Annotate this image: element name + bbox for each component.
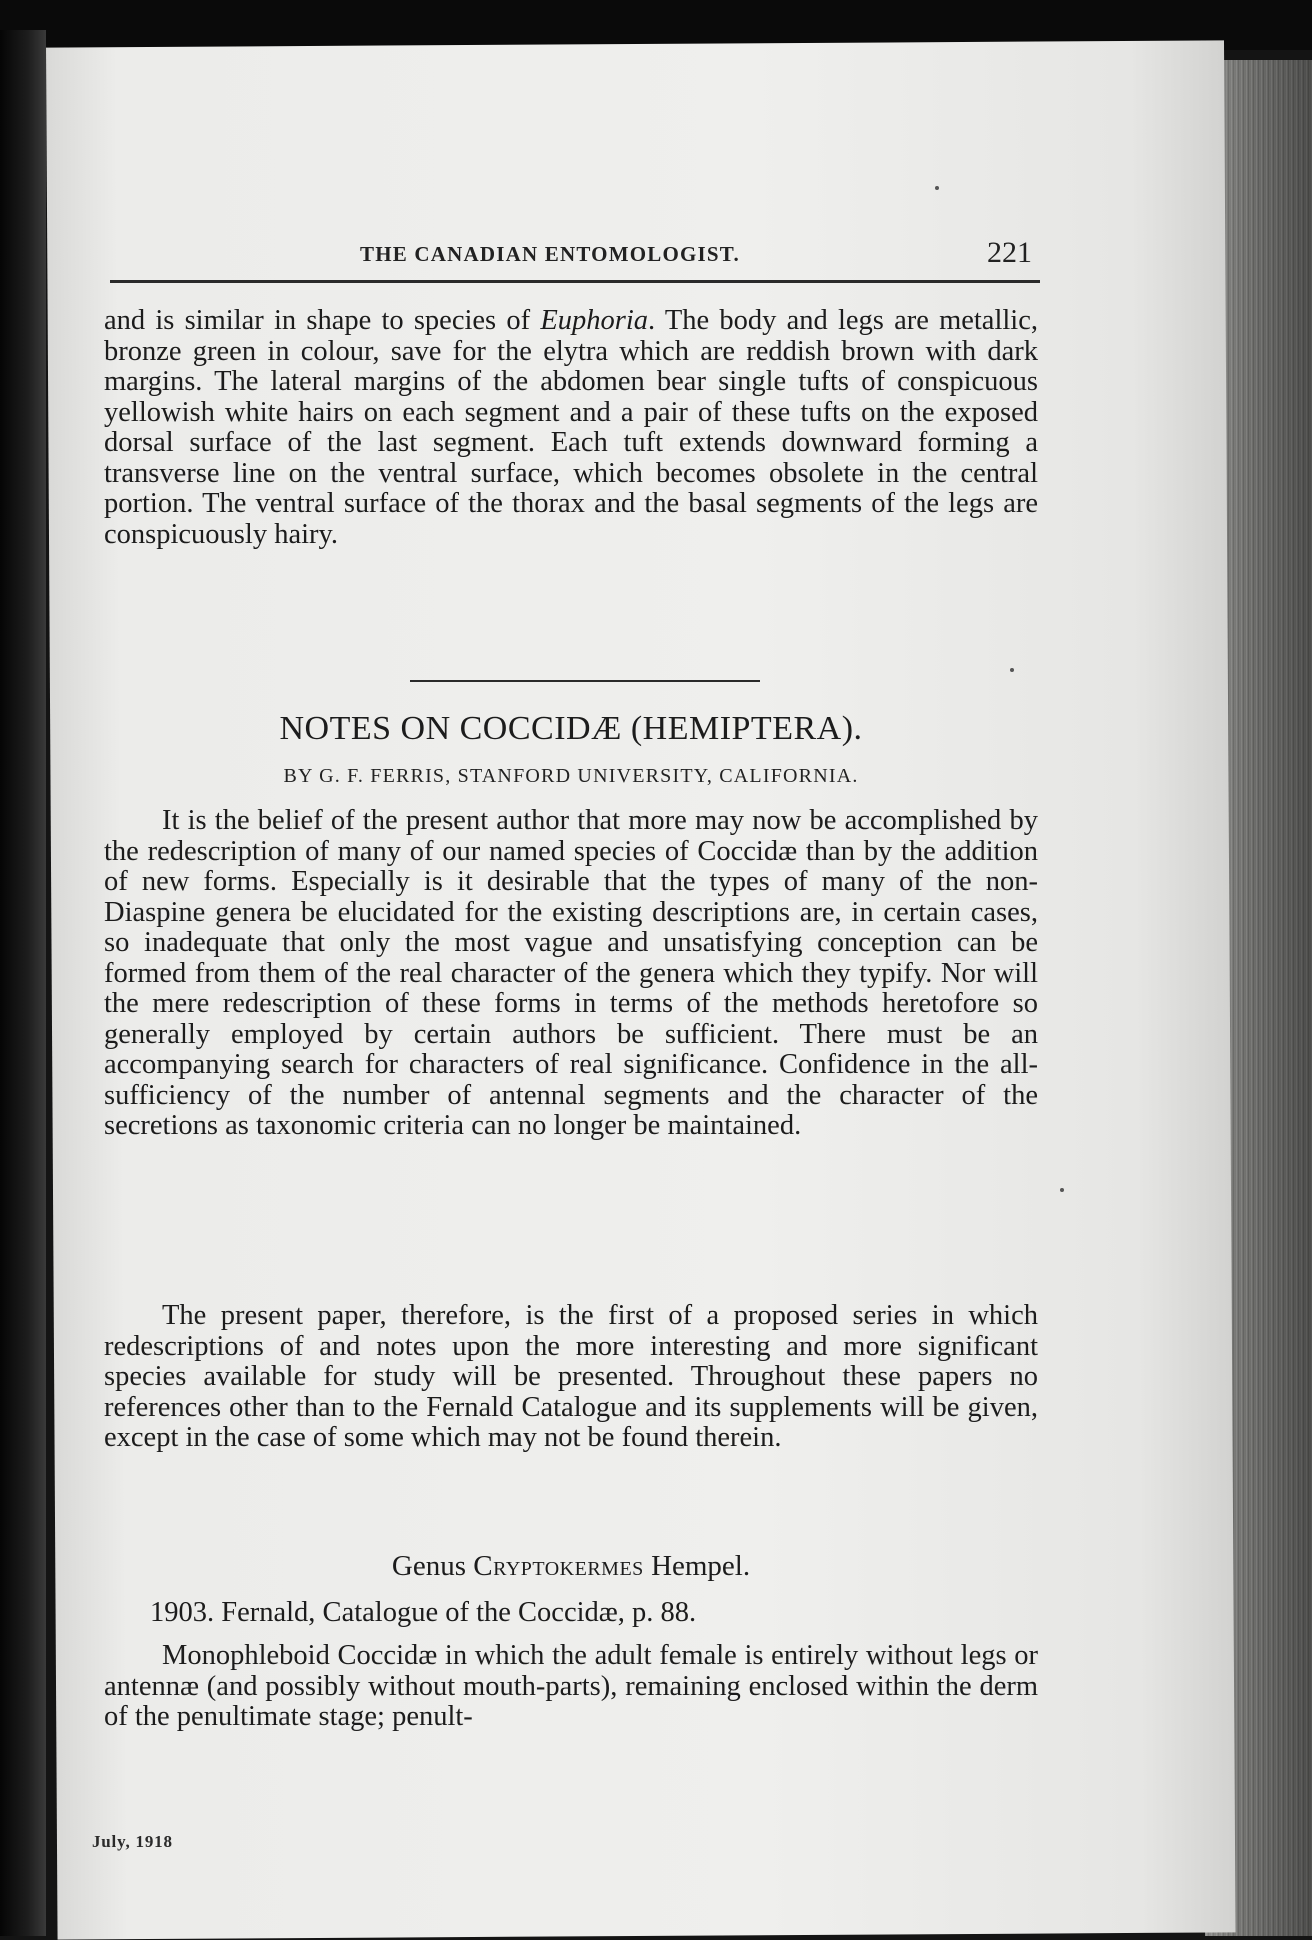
intro-italic-genus: Euphoria <box>540 305 648 336</box>
genus-prefix: Genus <box>391 1550 474 1582</box>
page-header <box>110 192 1040 288</box>
article-byline: BY G. F. FERRIS, STANFORD UNIVERSITY, CALIFORNIA. <box>283 765 859 787</box>
genus-name: Cryptokermes <box>473 1550 644 1582</box>
intro-text-start: and is similar in shape to species of <box>104 305 541 336</box>
page-footer-date: July, 1918 <box>92 1832 173 1851</box>
paragraph-text: Monophleboid Coccidæ in which the adult female is entirely without legs or antennæ (and possibly without mouth-parts), remaining enclosed within the derm of the penultimate stage; penult- <box>104 1640 1038 1732</box>
article-paragraph <box>104 1641 1038 1733</box>
section-separator <box>410 680 760 682</box>
header-rule <box>110 280 1040 283</box>
scan-speck <box>935 186 939 190</box>
paragraph-text: It is the belief of the present author that more may now be accomplished by the redescription of many of our named species of Coccidæ than by the addition of new forms. Especially is it desirable that the types of many of the non-Diaspine genera be elucidated for the existing descriptions are, in certain cases, so inadequate that only the most vague and unsatisfying conception can be formed from them of the real character of the genera which they typify. Nor will the mere redescription of these forms in terms of the methods heretofore so generally employed by certain authors be sufficient. There must be an accompanying search for characters of real significance. Confidence in the all-sufficiency of the number of antennal segments and the character of the secretions as taxonomic criteria can no longer be maintained. <box>104 805 1038 1141</box>
intro-paragraph <box>104 306 1038 550</box>
genus-heading <box>104 1550 1038 1583</box>
catalogue-reference: 1903. Fernald, Catalogue of the Coccidæ, p. 88. <box>150 1597 697 1628</box>
intro-text-rest: . The body and legs are metallic, bronze green in colour, save for the elytra which are reddish brown with dark margins. The lateral margins of the abdomen bear single tufts of conspicuous yellowish white hairs on each segment and a pair of these tufts on the exposed dorsal surface of the last segment. Each tuft extends downward forming a transverse line on the ventral surface, which becomes obsolete in the central portion. The ventral surface of the thorax and the basal segments of the legs are conspicuously hairy. <box>104 305 1038 550</box>
scan-speck <box>1010 668 1014 672</box>
paragraph-text: The present paper, therefore, is the first of a proposed series in which redescriptions of and notes upon the more interesting and more significant species available for study will be presented. Throughout these papers no references other than to the Fernald Catalogue and its supplements will be given, except in the case of some which may not be found therein. <box>104 1300 1038 1453</box>
article-title: NOTES ON COCCIDÆ (HEMIPTERA). <box>279 710 863 747</box>
running-head: THE CANADIAN ENTOMOLOGIST. <box>360 242 740 266</box>
page-number: 221 <box>987 236 1032 269</box>
scan-speck <box>1060 1188 1064 1192</box>
article-paragraph <box>104 1301 1038 1454</box>
genus-author: Hempel. <box>643 1550 751 1582</box>
book-gutter-shadow <box>0 30 46 1936</box>
article-paragraph <box>104 806 1038 1142</box>
